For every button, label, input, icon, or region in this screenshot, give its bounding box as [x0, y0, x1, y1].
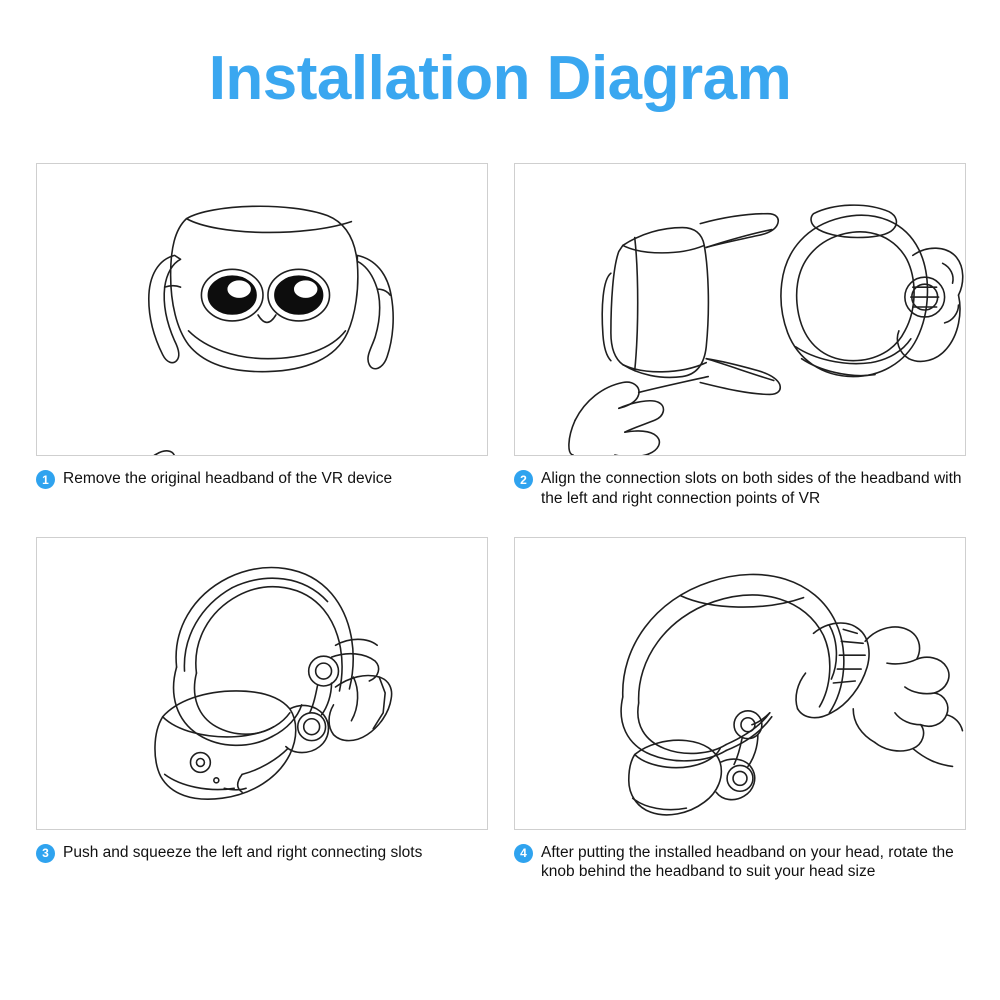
steps-grid [36, 163, 966, 882]
step-3 [36, 537, 488, 883]
step-1-text: Remove the original headband of the VR device [63, 470, 393, 487]
step-3-number: 3 [36, 844, 55, 863]
step-1-illustration-panel [36, 163, 488, 456]
step-4 [514, 537, 966, 883]
step-4-number: 4 [514, 844, 533, 863]
step-1-number: 1 [36, 470, 55, 489]
page-title: Installation Diagram [208, 44, 792, 113]
vr-headset-side-aligning-headband-icon [515, 164, 965, 455]
step-3-text: Push and squeeze the left and right connecting slots [63, 843, 423, 861]
step-2-text: Align the connection slots on both sides of the headband with the left and right connection points of VR [541, 470, 962, 507]
step-1-caption [36, 469, 488, 489]
step-2-number: 2 [514, 470, 533, 489]
step-4-caption [514, 843, 966, 883]
step-2-illustration-panel [514, 163, 966, 456]
step-2 [514, 163, 966, 509]
step-3-caption [36, 843, 488, 863]
step-1 [36, 163, 488, 509]
hand-rotating-adjustment-knob-on-headband-icon [515, 538, 965, 829]
vr-headset-front-hands-removing-straps-icon [37, 164, 487, 455]
step-4-illustration-panel [514, 537, 966, 830]
step-2-caption [514, 469, 966, 509]
vr-headset-with-headband-attached-slots-icon [37, 538, 487, 829]
step-4-text: After putting the installed headband on your head, rotate the knob behind the headband to suit your head size [541, 843, 954, 881]
step-3-illustration-panel [36, 537, 488, 830]
